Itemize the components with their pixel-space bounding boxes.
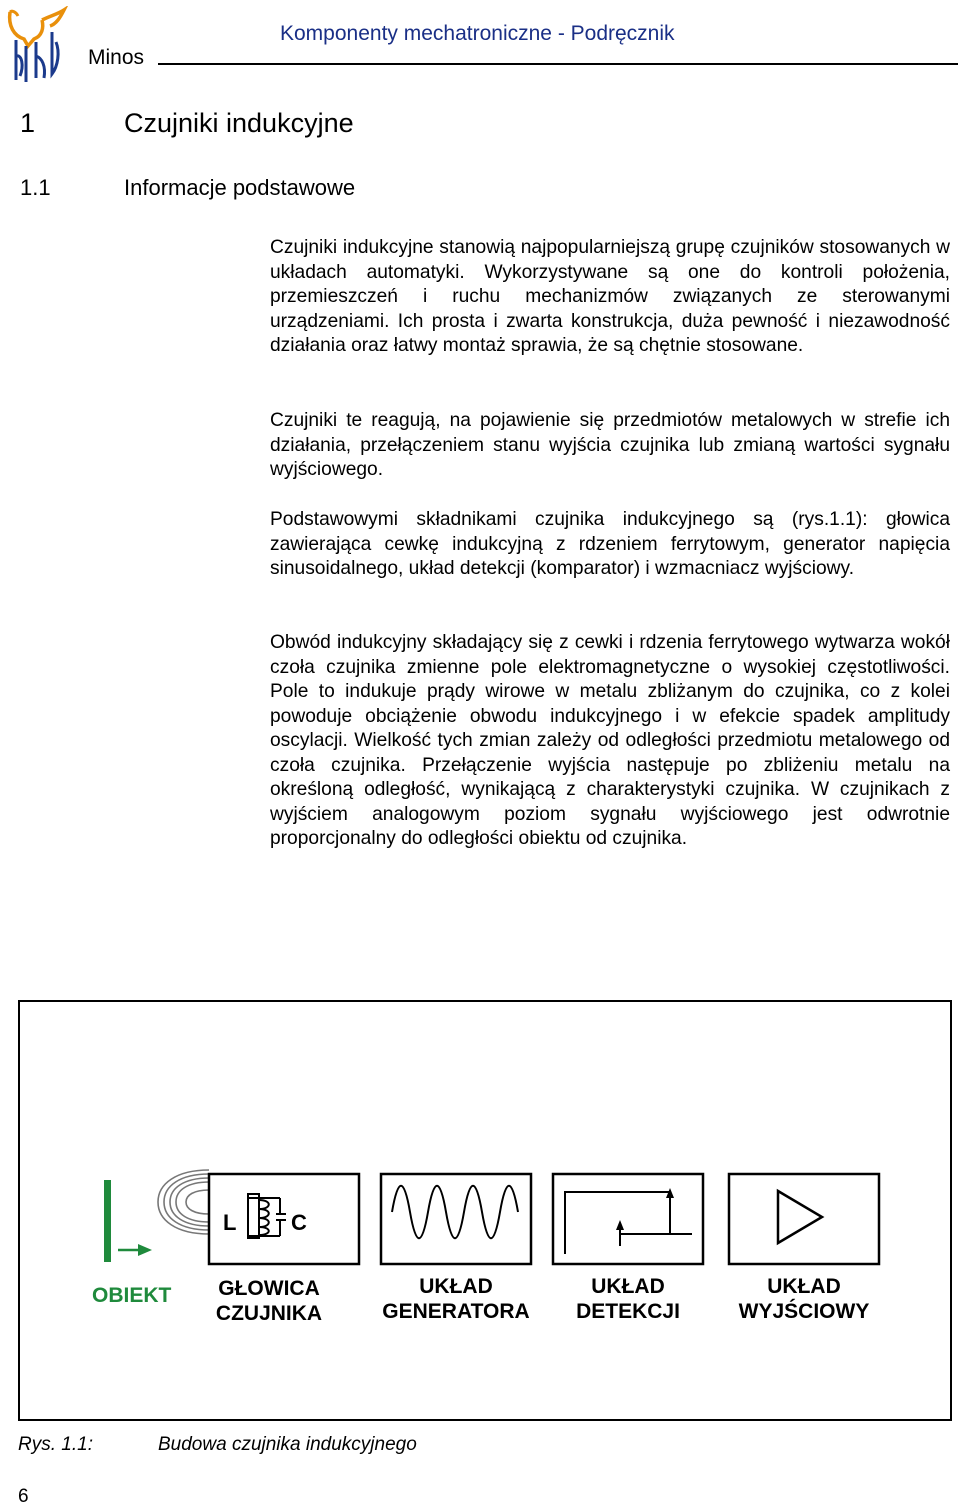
section-heading xyxy=(0,175,960,203)
brand-name: Minos xyxy=(88,46,145,69)
paragraph-4: Obwód indukcyjny składający się z cewki i rdzenia ferrytowego wytwarza wokół czoła czujnika zmienne pole elektromagnetyczne o wysokiej częstotliwości. Pole to indukuje prądy wirowe w metalu zbliżanym do czujnika, co z kolei powoduje obciążenie obwodu indukcyjnego i w efekcie spadek amplitudy oscylacji. Wielkość tych zmian zależy od odległości przedmiotu metalowego od czoła czujnika. Przełączenie wyjścia następuje po zbliżeniu metalu na określoną odległość, wynikającą z charakterystyki czujnika. W czujnikach z wyjściem analogowym poziom sygnału wyjściowego jest odwrotnie proporcjonalny do odległości obiektu od czujnika. xyxy=(270,632,950,849)
header-rule xyxy=(158,63,958,65)
generator-label-line1: UKŁAD xyxy=(419,1275,493,1298)
output-label xyxy=(714,1274,894,1324)
field-lines xyxy=(158,1170,209,1234)
object-label: OBIEKT xyxy=(92,1284,172,1307)
coil-label-c: C xyxy=(291,1210,307,1235)
figure-frame xyxy=(18,1000,952,1421)
coil-label-l: L xyxy=(223,1210,237,1235)
sensor-block-diagram xyxy=(20,1002,950,1419)
head-label xyxy=(194,1276,344,1326)
minos-logo xyxy=(6,6,68,86)
detection-label-line2: DETEKCJI xyxy=(576,1300,680,1323)
caption-text: Budowa czujnika indukcyjnego xyxy=(158,1434,417,1455)
head-label-line2: CZUJNIKA xyxy=(215,1302,323,1325)
detection-label-line1: UKŁAD xyxy=(591,1275,665,1298)
output-label-line1: UKŁAD xyxy=(767,1275,841,1298)
approach-arrow xyxy=(118,1244,152,1256)
head-label-line1: GŁOWICA xyxy=(218,1277,320,1300)
caption-number: Rys. 1.1: xyxy=(18,1434,93,1455)
output-label-line2: WYJŚCIOWY xyxy=(738,1300,870,1323)
paragraph-2: Czujniki te reagują, na pojawienie się przedmiotów metalowych w strefie ich działania, przełączeniem stanu wyjścia czujnika lub zmianą wartości sygnału wyjściowego. xyxy=(270,410,950,480)
generator-label-line2: GENERATORA xyxy=(382,1300,530,1323)
chapter-number: 1 xyxy=(20,108,36,138)
header-title: Komponenty mechatroniczne - Podręcznik xyxy=(280,22,675,45)
chapter-title: Czujniki indukcyjne xyxy=(124,108,354,138)
generator-label xyxy=(356,1274,556,1324)
metal-object-plate xyxy=(104,1180,111,1262)
paragraph-1: Czujniki indukcyjne stanowią najpopularniejszą grupę czujników stosowanych w układach automatyki. Wykorzystywane są one do kontroli położenia, przemieszczeń i ruchu mechanizmów związanych ze sterowanymi urządzeniami. Ich prosta i zwarta konstrukcja, duża pewność i niezawodność działania oraz łatwy montaż sprawia, że są chętnie stosowane. xyxy=(270,237,950,356)
detection-label xyxy=(543,1274,713,1324)
section-title: Informacje podstawowe xyxy=(124,175,356,200)
detection-block xyxy=(553,1174,703,1264)
section-number: 1.1 xyxy=(20,175,51,200)
paragraph-3: Podstawowymi składnikami czujnika indukcyjnego są (rys.1.1): głowica zawierająca cewkę indukcyjną z rdzeniem ferrytowym, generator napięcia sinusoidalnego, układ detekcji (komparator) i wzmacniacz wyjściowy. xyxy=(270,509,950,579)
chapter-heading xyxy=(0,108,960,142)
page-number: 6 xyxy=(18,1486,29,1507)
